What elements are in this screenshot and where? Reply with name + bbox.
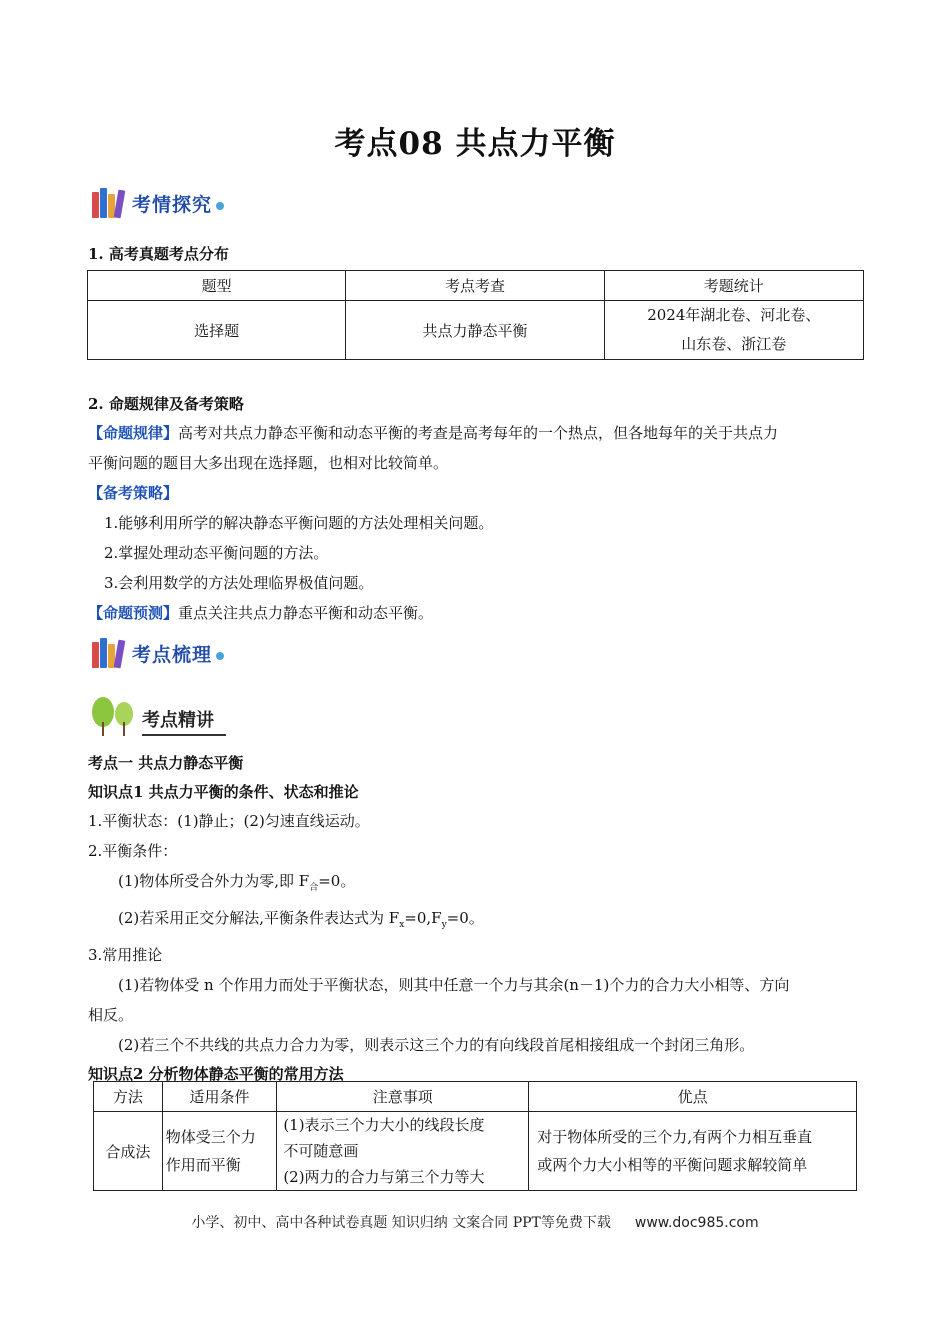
section-badge-key-points <box>90 696 226 736</box>
table-cell: 物体受三个力 作用而平衡 <box>162 1112 277 1191</box>
section-badge-exam-analysis <box>92 188 224 218</box>
table-header: 适用条件 <box>162 1082 277 1112</box>
table-header: 题型 <box>88 271 346 301</box>
tree-icon <box>90 696 136 736</box>
table-cell: 2024年湖北卷、河北卷、 山东卷、浙江卷 <box>604 301 863 360</box>
strategy-tag: 【备考策略】 <box>88 484 179 502</box>
page-title: 考点08 共点力平衡 <box>334 126 616 162</box>
badge-label: 考点精讲 <box>142 706 226 736</box>
table-cell: (1)表示三个力大小的线段长度 不可随意画 (2)两力的合力与第三个力等大 <box>277 1112 529 1191</box>
table-cell: 对于物体所受的三个力,有两个力相互垂直 或两个力大小相等的平衡问题求解较简单 <box>529 1112 857 1191</box>
table-cell: 选择题 <box>88 301 346 360</box>
content-body: 考点一 共点力静态平衡 知识点1 共点力平衡的条件、状态和推论 1.平衡状态：(1)静止；(2)匀速直线运动。 2.平衡条件： (1)物体所受合外力为零,即 $F_合=0$。 (2)若采用正交分解法,平衡条件表达式为 $F_x=0,F_y=0$。 3.常用推论 (1)若物体受 n 个作用力而处于平衡状态，则其中任意一个力与其余(n－1)个力的合力大小相等、方向 相反。 (2)若三个不共线的共点力合力为零，则表示这三个力的有向线段首尾相接组成一个封闭三角形。 知识点2 分析物体静态平衡的常用方法 <box>88 748 878 1088</box>
footer-text: 小学、初中、高中各种试卷真题 知识归纳 文案合同 PPT等免费下载 <box>191 1215 611 1231</box>
table-header: 考点考查 <box>346 271 604 301</box>
table-header: 方法 <box>94 1082 163 1112</box>
rule-paragraph: 【命题规律】高考对共点力静态平衡和动态平衡的考查是高考每年的一个热点，但各地每年的关于共点力 平衡问题的题目大多出现在选择题，也相对比较简单。 【备考策略】 1.能够利用所学的解决静态平衡问题的方法处理相关问题。 2.掌握处理动态平衡问题的方法。 3.会利用数学的方法处理临界极值问题。 【命题预测】重点关注共点力静态平衡和动态平衡。 <box>88 418 878 628</box>
badge-label: 考点梳理 <box>132 643 213 666</box>
rule-tag: 【命题规律】 <box>88 424 179 442</box>
table-cell: 共点力静态平衡 <box>346 301 604 360</box>
table-header: 优点 <box>529 1082 857 1112</box>
dot-icon <box>216 202 224 210</box>
knowledge-point-heading: 知识点1 共点力平衡的条件、状态和推论 <box>88 783 359 801</box>
list-item: 2.掌握处理动态平衡问题的方法。 <box>104 544 329 562</box>
footer <box>0 1212 950 1232</box>
knowledge-point-heading: 知识点2 分析物体静态平衡的常用方法 <box>88 1065 344 1083</box>
exam-distribution-table <box>87 270 864 360</box>
list-item: 1.能够利用所学的解决静态平衡问题的方法处理相关问题。 <box>104 514 494 532</box>
table-header: 考题统计 <box>604 271 863 301</box>
methods-table <box>93 1081 857 1191</box>
books-icon <box>92 638 130 668</box>
footer-link[interactable]: www.doc985.com <box>634 1215 759 1231</box>
table-cell: 合成法 <box>94 1112 163 1191</box>
books-icon <box>92 188 130 218</box>
table-header: 注意事项 <box>277 1082 529 1112</box>
dot-icon <box>216 652 224 660</box>
section-heading: 2. 命题规律及备考策略 <box>88 395 244 413</box>
badge-label: 考情探究 <box>132 193 213 216</box>
section-badge-topic-review <box>92 638 224 668</box>
section-heading: 1. 高考真题考点分布 <box>88 245 229 263</box>
predict-tag: 【命题预测】 <box>88 604 179 622</box>
topic-heading: 考点一 共点力静态平衡 <box>88 754 244 772</box>
list-item: 3.会利用数学的方法处理临界极值问题。 <box>104 574 374 592</box>
